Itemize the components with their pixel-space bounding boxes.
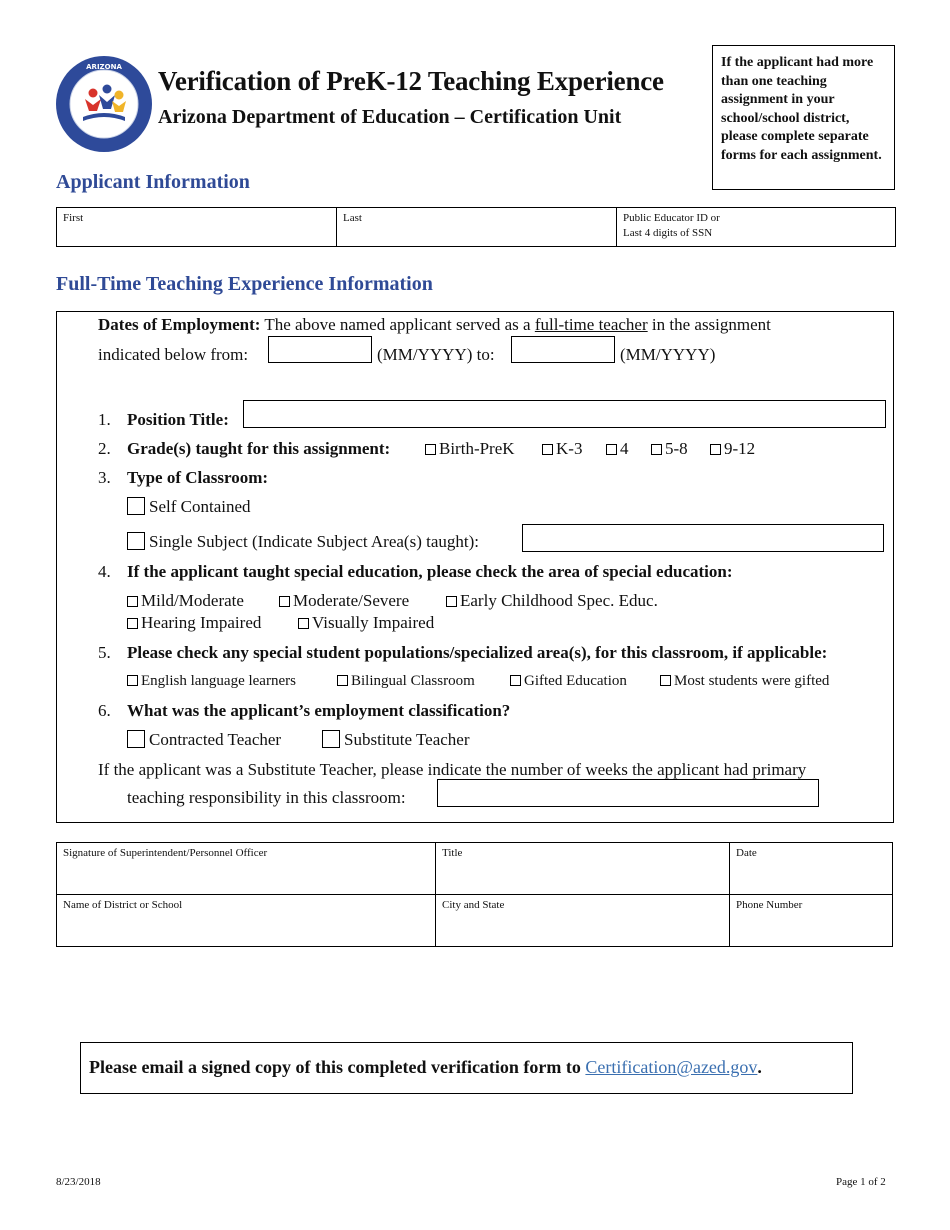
checkbox[interactable] <box>425 444 436 455</box>
checkbox[interactable] <box>446 596 457 607</box>
employment-classification-label: What was the applicant’s employment classification? <box>127 701 511 720</box>
q3-number: 3. <box>98 468 111 487</box>
ade-logo <box>55 55 153 153</box>
email-text: Please email a signed copy of this completed verification form to <box>89 1057 586 1077</box>
checkbox[interactable] <box>127 596 138 607</box>
applicant-info-heading: Applicant Information <box>56 171 250 193</box>
classification-contracted[interactable]: Contracted Teacher <box>127 730 281 750</box>
multiple-assignment-note: If the applicant had more than one teaching assignment in your school/school district, please complete separate forms for each assignment. <box>712 45 895 190</box>
checkbox[interactable] <box>606 444 617 455</box>
checkbox[interactable] <box>510 675 521 686</box>
grades-label: Grade(s) taught for this assignment: <box>127 439 391 458</box>
population-bilingual[interactable]: Bilingual Classroom <box>337 673 475 690</box>
phone-field[interactable] <box>730 895 893 947</box>
page-subtitle: Arizona Department of Education – Certification Unit <box>158 106 622 128</box>
signature-label: Signature of Superintendent/Personnel Officer <box>63 847 268 859</box>
grade-option-k-3[interactable]: K-3 <box>542 439 582 459</box>
classroom-self-contained[interactable]: Self Contained <box>127 497 251 517</box>
sped-moderate-severe[interactable]: Moderate/Severe <box>279 591 409 611</box>
subject-area-input[interactable] <box>522 524 884 552</box>
checkbox[interactable] <box>542 444 553 455</box>
logo-top-text: ARIZONA <box>86 63 122 71</box>
grade-option-9-12[interactable]: 9-12 <box>710 439 755 459</box>
checkbox[interactable] <box>127 730 145 748</box>
substitute-weeks-label: teaching responsibility in this classroom: <box>127 788 406 807</box>
checkbox[interactable] <box>322 730 340 748</box>
dates-text-a: The above named applicant served as a <box>260 315 535 334</box>
title-field[interactable] <box>436 843 730 895</box>
last-name-label: Last <box>343 212 362 224</box>
page-title: Verification of PreK-12 Teaching Experience <box>158 66 664 96</box>
dates-label: Dates of Employment: <box>98 315 261 334</box>
end-date-format: (MM/YYYY) <box>620 345 716 364</box>
email-instructions <box>80 1042 853 1094</box>
checkbox[interactable] <box>660 675 671 686</box>
population-gifted-education[interactable]: Gifted Education <box>510 673 627 690</box>
sped-mild-moderate[interactable]: Mild/Moderate <box>127 591 244 611</box>
checkbox[interactable] <box>127 618 138 629</box>
phone-label: Phone Number <box>736 899 803 911</box>
footer-date: 8/23/2018 <box>56 1176 101 1188</box>
first-name-label: First <box>63 212 84 224</box>
dates-line-2-label: indicated below from: <box>98 345 249 364</box>
q4-number: 4. <box>98 562 111 581</box>
checkbox[interactable] <box>279 596 290 607</box>
classroom-single-subject[interactable]: Single Subject (Indicate Subject Area(s) taught): <box>127 532 479 552</box>
last-name-field[interactable] <box>337 208 617 247</box>
applicant-info-table <box>56 207 896 247</box>
sped-visually-impaired[interactable]: Visually Impaired <box>298 613 434 633</box>
position-title-label: Position Title: <box>127 410 229 429</box>
city-state-label: City and State <box>442 899 505 911</box>
substitute-weeks-text: If the applicant was a Substitute Teacher, please indicate the number of weeks the applicant had primary <box>98 760 807 779</box>
grade-option-birth-prek[interactable]: Birth-PreK <box>425 439 515 459</box>
dates-text-b: in the assignment <box>647 315 771 334</box>
checkbox[interactable] <box>651 444 662 455</box>
full-time-teacher-text: full-time teacher <box>534 315 648 334</box>
checkbox[interactable] <box>337 675 348 686</box>
checkbox[interactable] <box>127 532 145 550</box>
date-label: Date <box>736 847 757 859</box>
checkbox[interactable] <box>298 618 309 629</box>
checkbox[interactable] <box>710 444 721 455</box>
grade-option-5-8[interactable]: 5-8 <box>651 439 688 459</box>
signature-table <box>56 842 893 947</box>
special-populations-label: Please check any special student populations/specialized area(s), for this classroom, if applicable: <box>127 643 828 662</box>
title-label: Title <box>442 847 463 859</box>
q1-number: 1. <box>98 410 111 429</box>
sped-early-childhood[interactable]: Early Childhood Spec. Educ. <box>446 591 658 611</box>
date-field[interactable] <box>730 843 893 895</box>
email-end: . <box>757 1057 762 1077</box>
q6-number: 6. <box>98 701 111 720</box>
q2-number: 2. <box>98 439 111 458</box>
footer-page: Page 1 of 2 <box>836 1176 886 1188</box>
classification-substitute[interactable]: Substitute Teacher <box>322 730 470 750</box>
start-date-input[interactable] <box>268 336 372 363</box>
district-label: Name of District or School <box>63 899 183 911</box>
educator-id-label-1: Public Educator ID or <box>623 212 720 224</box>
email-link[interactable]: Certification@azed.gov <box>585 1057 758 1077</box>
first-name-field[interactable] <box>57 208 337 247</box>
population-most-gifted[interactable]: Most students were gifted <box>660 673 829 690</box>
population-ell[interactable]: English language learners <box>127 673 296 690</box>
city-state-field[interactable] <box>436 895 730 947</box>
sped-hearing-impaired[interactable]: Hearing Impaired <box>127 613 261 633</box>
special-education-label: If the applicant taught special education, please check the area of special education: <box>127 562 733 581</box>
checkbox[interactable] <box>127 675 138 686</box>
q5-number: 5. <box>98 643 111 662</box>
educator-id-field[interactable] <box>617 208 896 247</box>
dates-line-1 <box>98 315 771 335</box>
end-date-input[interactable] <box>511 336 615 363</box>
educator-id-label-2: Last 4 digits of SSN <box>623 227 713 239</box>
position-title-input[interactable] <box>243 400 886 428</box>
signature-field[interactable] <box>57 843 436 895</box>
classroom-type-label: Type of Classroom: <box>127 468 269 487</box>
substitute-weeks-input[interactable] <box>437 779 819 807</box>
district-field[interactable] <box>57 895 436 947</box>
checkbox[interactable] <box>127 497 145 515</box>
start-date-format: (MM/YYYY) to: <box>377 345 495 364</box>
grade-option-4[interactable]: 4 <box>606 439 629 459</box>
experience-heading: Full-Time Teaching Experience Information <box>56 273 433 295</box>
